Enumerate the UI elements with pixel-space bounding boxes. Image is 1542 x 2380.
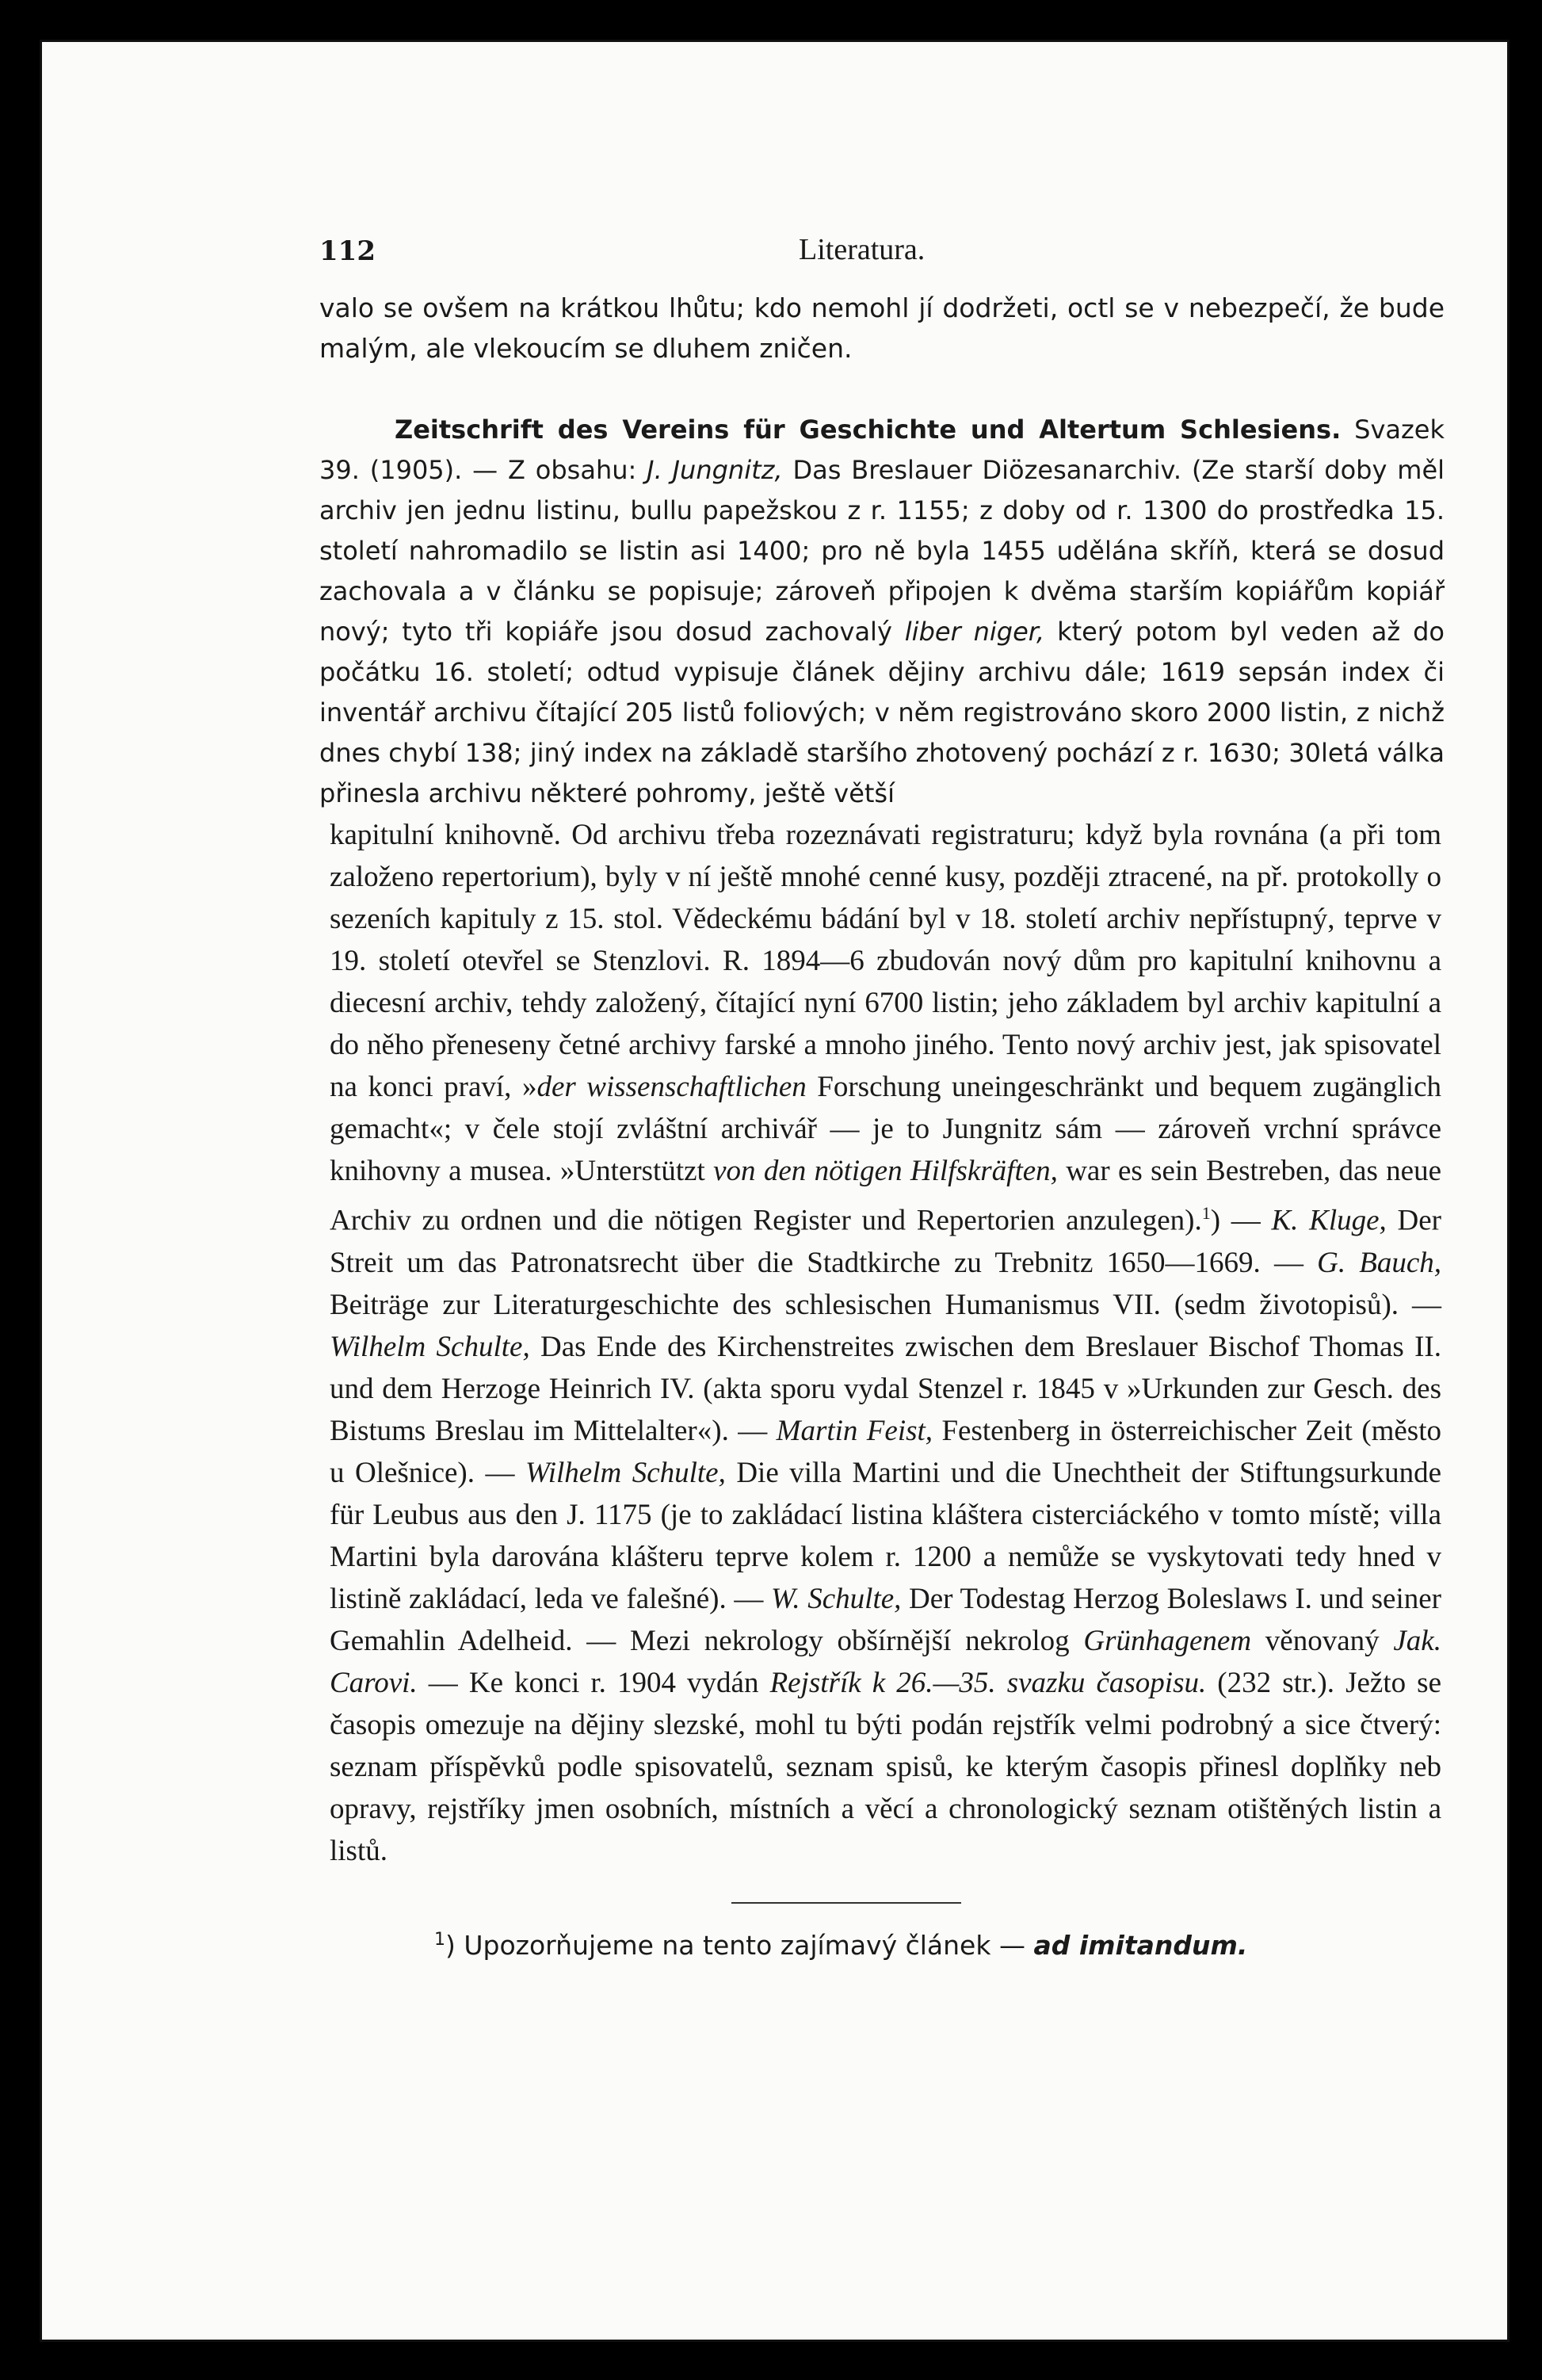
term-liber-niger: liber niger, [904,617,1045,648]
footnote-mark: 1 [434,1929,445,1950]
quote-hilfskraeften: von den nötigen Hilfskräften, [713,1155,1058,1188]
paragraph-3-text-h: Festenberg in österreichischer Zeit (město u Olešnice). — [330,1414,1441,1489]
paragraph-3-text-k: věnovaný [1251,1624,1394,1657]
paragraph-1: valo se ovšem na krátkou lhůtu; kdo nemohl jí dodržeti, octl se v nebezpečí, že bude malým, ale vlekoucím se dluhem zničen. [319,292,1445,365]
footnote-divider [731,1902,961,1904]
paragraph-3-text-b: Forschung uneingeschränkt und bequem zugänglich gemacht«; v čele stojí zvláštní archivář — je to Jungnitz sám — zároveň vrchní správce knihovny a musea. »Unterstützt [330,1071,1441,1188]
author-jungnitz: J. Jungnitz, [647,455,783,486]
running-title: Literatura. [799,233,926,266]
author-bauch: G. Bauch, [1317,1246,1442,1279]
page-header [292,224,1445,272]
paragraph-2-text-c: který potom byl veden až do počátku 16. století; odtud vypisuje článek dějiny archivu dále; 1619 sepsán index či inventář archivu čítající 205 listů foliových; v něm registrováno skoro 2000 listin, z nichž dnes chybí 138; jiný index na základě staršího zhotovený pochází z r. 1630; 30letá válka přinesla archivu některé pohromy, ještě větší [319,617,1445,809]
footnote-emphasis: ad imitandum. [1033,1929,1248,1961]
index-title: Rejstřík k 26.—35. svazku časopisu. [769,1666,1207,1699]
page-text-block [292,224,1445,1963]
paragraph-2-text-a: Svazek 39. (1905). — Z obsahu: [319,414,1445,486]
author-feist: Martin Feist, [776,1414,933,1447]
journal-title: Zeitschrift des Vereins für Geschichte und Altertum Schlesiens. [395,414,1342,445]
page-number: 112 [319,235,376,267]
footnote [434,1923,1445,1963]
paragraph-3-text-g: Das Ende des Kirchenstreites zwischen dem Breslauer Bischof Thomas II. und dem Herzoge Heinrich IV. (akta sporu vydal Stenzel r. 1845 v »Urkunden zur Gesch. des Bistums Breslau im Mittelalter«). — [330,1330,1441,1447]
paragraph-3-text-f: Beiträge zur Literaturgeschichte des schlesischen Humanismus VII. (sedm životopisů). — [330,1288,1441,1321]
paragraph-3-text-c: war es sein Bestreben, das neue Archiv zu ordnen und die nötigen Register und Repertorien anzulegen). [330,1155,1441,1237]
author-schulte-3: W. Schulte, [770,1582,902,1615]
paragraph-3-text-j: Der Todestag Herzog Boleslaws I. und seiner Gemahlin Adelheid. — Mezi nekrology obšírnější nekrolog [330,1582,1441,1657]
person-gruenhagen: Grünhagenem [1083,1624,1252,1657]
author-kluge: K. Kluge, [1271,1204,1387,1237]
footnote-reference: 1 [1201,1203,1211,1224]
paragraph-2 [292,410,1445,814]
paragraph-2-text-b: Das Breslauer Diözesanarchiv. (Ze starší doby měl archiv jen jednu listinu, bullu papežskou z r. 1155; z doby od r. 1300 do prostředka 15. století nahromadilo se listin asi 1400; pro ně byla 1455 udělána skříň, která se dosud zachovala a v článku se popisuje; zároveň připojen k dvěma starším kopiářům kopiář nový; tyto tři kopiáře jsou dosud zachovalý [319,455,1445,648]
paragraph-3-text-a: kapitulní knihovně. Od archivu třeba rozeznávati registraturu; když byla rovnána (a při tom založeno repertorium), byly v ní ještě mnohé cenné kusy, později ztracené, na př. protokolly o sezeních kapituly z 15. stol. Vědeckému bádání byl v 18. století archiv nepřístupný, teprve v 19. století otevřel se Stenzlovi. R. 1894—6 zbudován nový dům pro kapitulní knihovnu a diecesní archiv, tehdy založený, čítající nyní 6700 listin; jeho základem byl archiv kapitulní a do něho přeneseny četné archivy farské a mnoho jiného. Tento nový archiv jest, jak spisovatel na konci praví, » [330,819,1441,1104]
author-schulte-2: Wilhelm Schulte, [525,1456,726,1489]
author-schulte-1: Wilhelm Schulte, [330,1330,530,1363]
person-caro: Jak. Carovi. [330,1624,1441,1699]
paragraph-3-text-i: Die villa Martini und die Unechtheit der Stiftungsurkunde für Leubus aus den J. 1175 (je to zakládací listina kláštera cisterciáckého v tomto místě; villa Martini byla darována klášteru teprve kolem r. 1200 a nemůže se vyskytovati tedy hned v listině zakládací, leda ve falešné). — [330,1456,1441,1615]
paragraph-3 [292,814,1445,1871]
paragraph-3-text-l: — Ke konci r. 1904 vydán [417,1666,770,1699]
paragraph-3-text-d: ) — [1210,1204,1272,1237]
paragraph-3-text-e: Der Streit um das Patronatsrecht über die Stadtkirche zu Trebnitz 1650—1669. — [330,1204,1441,1279]
scanned-page [40,40,1510,2342]
quote-wissenschaftlichen: der wissenschaftlichen [536,1071,807,1104]
footnote-text: ) Upozorňujeme na tento zajímavý článek — [445,1929,1034,1961]
paragraph-3-text-m: (232 str.). Ježto se časopis omezuje na dějiny slezské, mohl tu býti podán rejstřík velmi podrobný a sice čtverý: seznam příspěvků podle spisovatelů, seznam spisů, ke kterým časopis přinesl doplňky neb opravy, rejstříky jmen osobních, místních a věcí a chronologický seznam otištěných listin a listů. [330,1666,1442,1867]
